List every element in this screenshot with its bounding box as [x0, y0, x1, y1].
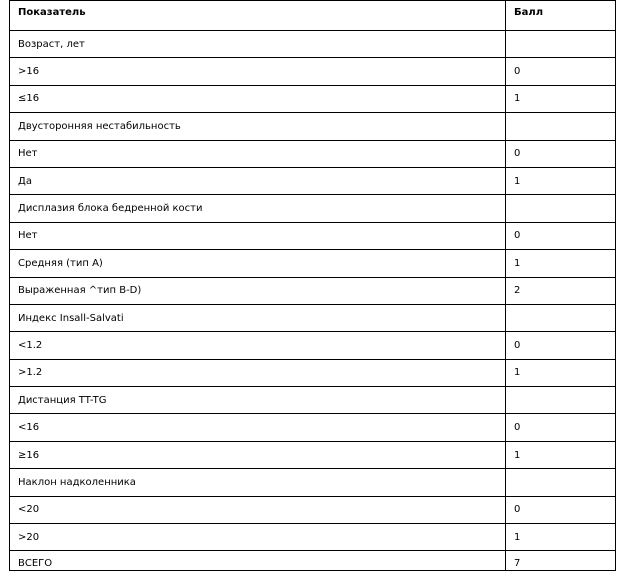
row-score: 1: [506, 85, 616, 112]
row-score: 0: [506, 496, 616, 523]
row-score: [506, 195, 616, 222]
row-score: 1: [506, 524, 616, 551]
row-label: <1.2: [10, 332, 506, 359]
table-row: [10, 85, 616, 112]
table-row: [10, 250, 616, 277]
row-score: 1: [506, 167, 616, 194]
table-row: [10, 496, 616, 523]
row-score: [506, 304, 616, 331]
total-label: ВСЕГО: [10, 551, 506, 571]
table-row: [10, 524, 616, 551]
table-row: [10, 222, 616, 249]
table-row: [10, 359, 616, 386]
table-row: [10, 277, 616, 304]
row-label: >20: [10, 524, 506, 551]
table-row: [10, 387, 616, 414]
row-label: Наклон надколенника: [10, 469, 506, 496]
row-score: 1: [506, 441, 616, 468]
row-score: 1: [506, 250, 616, 277]
row-label: Возраст, лет: [10, 31, 506, 58]
row-label: <16: [10, 414, 506, 441]
row-score: 2: [506, 277, 616, 304]
row-score: [506, 387, 616, 414]
row-label: Нет: [10, 140, 506, 167]
row-score: [506, 31, 616, 58]
row-label: Индекс Insall-Salvati: [10, 304, 506, 331]
row-label: Средняя (тип А): [10, 250, 506, 277]
row-label: ≥16: [10, 441, 506, 468]
score-table: [9, 0, 616, 571]
table-row: [10, 167, 616, 194]
row-label: <20: [10, 496, 506, 523]
row-label: >1.2: [10, 359, 506, 386]
row-label: Двусторонняя нестабильность: [10, 113, 506, 140]
table-header-row: [10, 1, 616, 31]
total-score: 7: [506, 551, 616, 571]
row-score: [506, 469, 616, 496]
total-row: [10, 551, 616, 571]
header-indicator: Показатель: [10, 1, 506, 31]
table-row: [10, 441, 616, 468]
row-score: [506, 113, 616, 140]
table-row: [10, 31, 616, 58]
row-label: Дисплазия блока бедренной кости: [10, 195, 506, 222]
row-label: Дистанция TT-TG: [10, 387, 506, 414]
table-row: [10, 414, 616, 441]
table-row: [10, 332, 616, 359]
row-label: Нет: [10, 222, 506, 249]
row-label: ≤16: [10, 85, 506, 112]
table-row: [10, 469, 616, 496]
table-row: [10, 195, 616, 222]
row-score: 0: [506, 58, 616, 85]
row-score: 1: [506, 359, 616, 386]
row-score: 0: [506, 140, 616, 167]
row-label: Да: [10, 167, 506, 194]
header-score: Балл: [506, 1, 616, 31]
row-score: 0: [506, 222, 616, 249]
table-row: [10, 58, 616, 85]
row-score: 0: [506, 414, 616, 441]
row-label: >16: [10, 58, 506, 85]
table-row: [10, 304, 616, 331]
table-row: [10, 140, 616, 167]
table-row: [10, 113, 616, 140]
row-label: Выраженная ^тип B-D): [10, 277, 506, 304]
row-score: 0: [506, 332, 616, 359]
